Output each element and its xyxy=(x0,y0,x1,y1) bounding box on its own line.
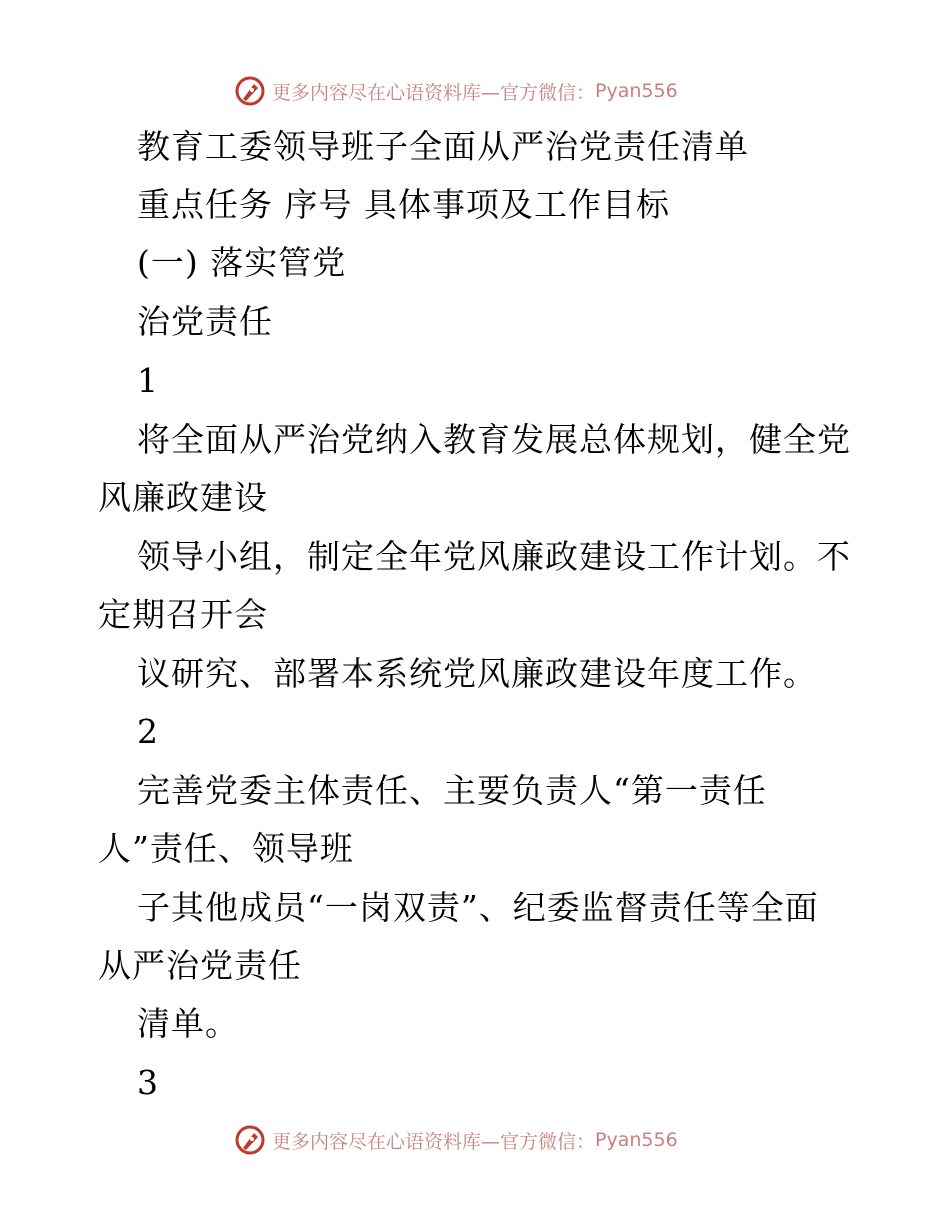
item-text-line: 清单。 xyxy=(137,1004,239,1043)
item-text-line: 领导小组，制定全年党风廉政建设工作计划。不 xyxy=(137,537,851,576)
item-text-line: 人”责任、领导班 xyxy=(98,829,354,868)
table-header: 重点任务 序号 具体事项及工作目标 xyxy=(137,185,670,224)
item-number: 3 xyxy=(137,1063,159,1102)
watermark-footer xyxy=(234,1122,678,1158)
item-text-line: 完善党委主体责任、主要负责人“第一责任 xyxy=(137,771,767,810)
watermark-header xyxy=(234,73,678,109)
item-text-line: 定期召开会 xyxy=(98,595,268,634)
watermark-wechat-id: Pyan556 xyxy=(595,80,678,102)
item-text-line: 将全面从严治党纳入教育发展总体规划，健全党 xyxy=(137,420,851,459)
document-title: 教育工委领导班子全面从严治党责任清单 xyxy=(137,127,749,166)
item-text-line: 议研究、部署本系统党风廉政建设年度工作。 xyxy=(137,654,817,693)
item-text-line: 风廉政建设 xyxy=(98,478,268,517)
section-heading-continued: 治党责任 xyxy=(137,302,273,341)
item-number: 1 xyxy=(137,361,159,400)
watermark-wechat-id: Pyan556 xyxy=(595,1129,678,1151)
watermark-text: 更多内容尽在心语资料库—官方微信： xyxy=(272,81,596,104)
item-number: 2 xyxy=(137,712,159,751)
section-heading: (一) 落实管党 xyxy=(137,243,347,282)
item-text-line: 从严治党责任 xyxy=(98,946,302,985)
pen-nib-logo-icon xyxy=(234,1124,266,1156)
pen-nib-logo-icon xyxy=(234,75,266,107)
watermark-text: 更多内容尽在心语资料库—官方微信： xyxy=(272,1130,596,1153)
item-text-line: 子其他成员“一岗双责”、纪委监督责任等全面 xyxy=(137,888,819,927)
